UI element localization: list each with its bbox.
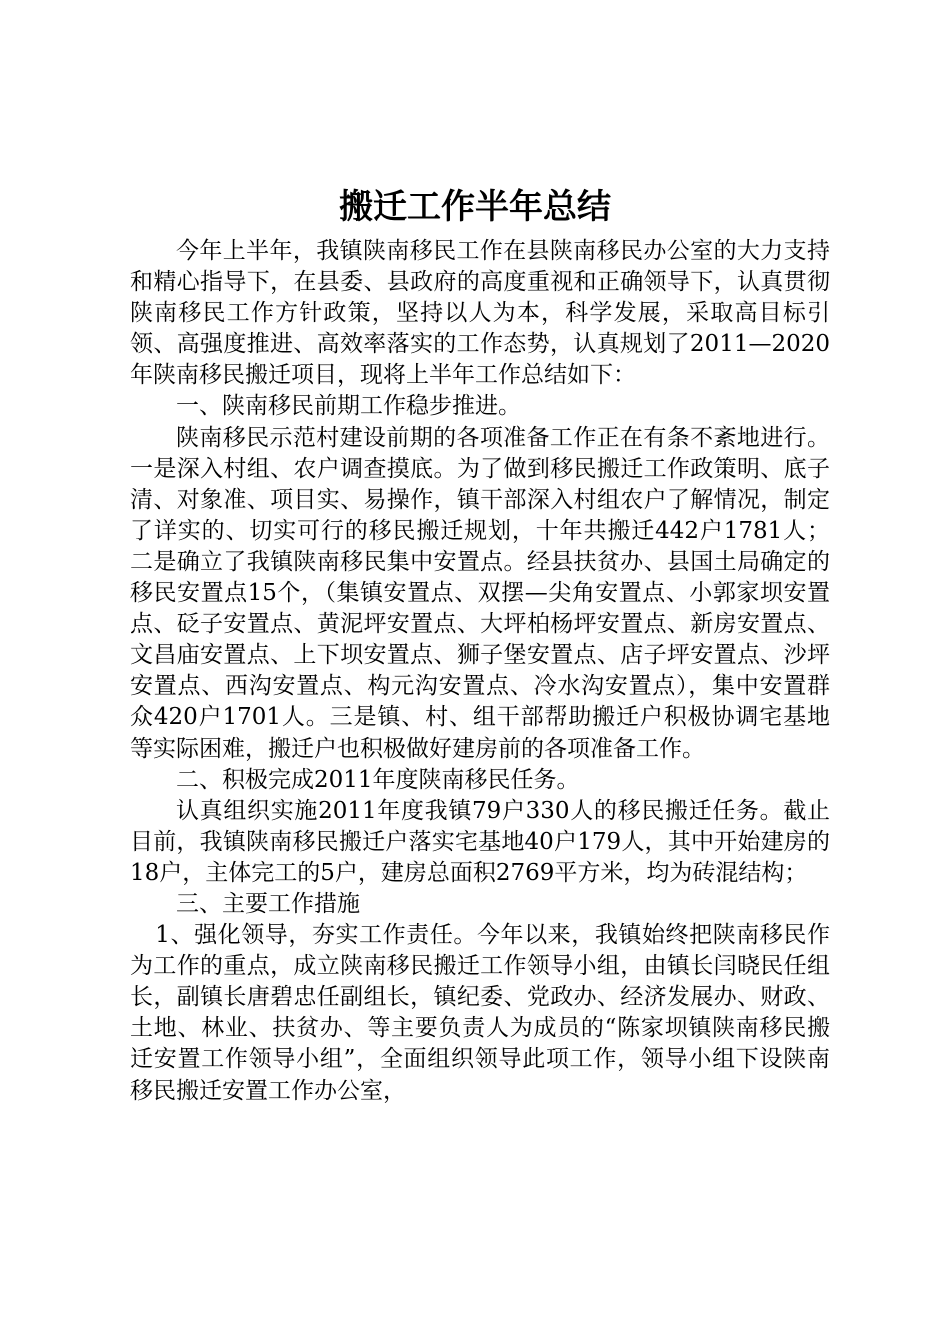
paragraph-section-2: 认真组织实施2011年度我镇79户330人的移民搬迁任务。截止目前，我镇陕南移民搬迁户落实宅基地40户179人，其中开始建房的18户，主体完工的5户，建房总面积2769平方米，均为砖混结构； xyxy=(130,797,830,886)
paragraph-section-1: 陕南移民示范村建设前期的各项准备工作正在有条不紊地进行。一是深入村组、农户调查摸底。为了做到移民搬迁工作政策明、底子清、对象准、项目实、易操作，镇干部深入村组农户了解情况，制定了详实的、切实可行的移民搬迁规划，十年共搬迁442户1781人；二是确立了我镇陕南移民集中安置点。经县扶贫办、县国土局确定的移民安置点15个，（集镇安置点、双摆—尖角安置点、小郭家坝安置点、砭子安置点、黄泥坪安置点、大坪柏杨坪安置点、新房安置点、文昌庙安置点、上下坝安置点、狮子堡安置点、店子坪安置点、沙坪安置点、西沟安置点、构元沟安置点、冷水沟安置点），集中安置群众420户1701人。三是镇、村、组干部帮助搬迁户积极协调宅基地等实际困难，搬迁户也积极做好建房前的各项准备工作。 xyxy=(130,424,830,762)
paragraph-intro: 今年上半年，我镇陕南移民工作在县陕南移民办公室的大力支持和精心指导下，在县委、县政府的高度重视和正确领导下，认真贯彻陕南移民工作方针政策，坚持以人为本，科学发展，采取高目标引领、高强度推进、高效率落实的工作态势，认真规划了2011—2020年陕南移民搬迁项目，现将上半年工作总结如下： xyxy=(130,238,830,389)
section-heading-3: 三、主要工作措施 xyxy=(176,890,360,917)
section-heading-2: 二、积极完成2011年度陕南移民任务。 xyxy=(176,766,580,793)
document-title: 搬迁工作半年总结 xyxy=(339,187,611,227)
document-body xyxy=(130,236,830,1107)
paragraph-measure-1: 1、强化领导，夯实工作责任。今年以来，我镇始终把陕南移民作为工作的重点，成立陕南移民搬迁工作领导小组，由镇长闫晓民任组长，副镇长唐碧忠任副组长，镇纪委、党政办、经济发展办、财政、土地、林业、扶贫办、等主要负责人为成员的“陈家坝镇陕南移民搬迁安置工作领导小组”，全面组织领导此项工作，领导小组下设陕南移民搬迁安置工作办公室， xyxy=(130,922,830,1104)
section-heading-1: 一、陕南移民前期工作稳步推进。 xyxy=(176,393,521,420)
